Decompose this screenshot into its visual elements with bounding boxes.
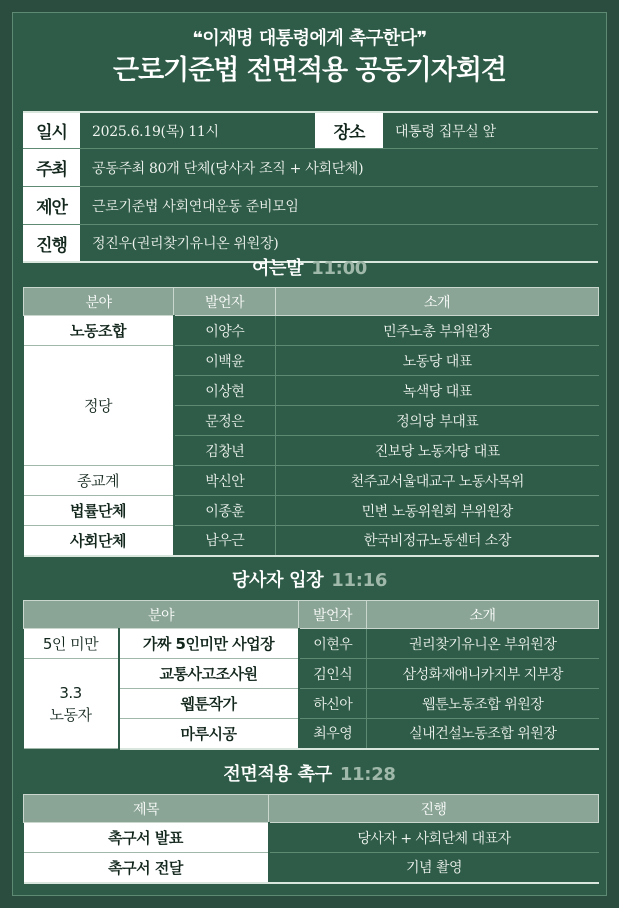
opening-section-title (13, 257, 606, 281)
by-cell: 기념 촬영 (269, 853, 599, 883)
opening-title: 여는말 (251, 258, 304, 279)
speaker-cell: 김인식 (299, 659, 367, 689)
field-cell: 교통사고조사원 (119, 659, 299, 689)
place-label: 장소 (315, 113, 383, 148)
column-header: 분야 (24, 601, 299, 629)
table-header-row (24, 601, 599, 629)
parties-section-title (13, 569, 606, 593)
intro-cell: 민변 노동위원회 부위원장 (276, 496, 599, 526)
column-header: 진행 (269, 795, 599, 823)
speaker-cell: 남우근 (174, 526, 276, 556)
header (13, 27, 606, 89)
table-row (24, 853, 599, 883)
speaker-cell: 최우영 (299, 719, 367, 749)
demand-table (23, 794, 599, 884)
table-header-row (24, 795, 599, 823)
proposal-value: 근로기준법 사회연대운동 준비모임 (92, 198, 299, 215)
intro-cell: 한국비정규노동센터 소장 (276, 526, 599, 556)
group-cell: 5인 미만 (24, 629, 119, 659)
info-table (23, 111, 598, 263)
intro-cell: 진보당 노동자당 대표 (276, 436, 599, 466)
speaker-cell: 박신안 (174, 466, 276, 496)
field-cell: 법률단체 (24, 496, 174, 526)
table-row (24, 659, 599, 689)
column-header: 제목 (24, 795, 269, 823)
speaker-cell: 이양수 (174, 316, 276, 346)
column-header: 발언자 (174, 288, 276, 316)
field-cell: 웹툰작가 (119, 689, 299, 719)
table-row (24, 526, 599, 556)
table-row (24, 629, 599, 659)
info-row-host (23, 149, 598, 187)
parties-time: 11:16 (331, 570, 388, 591)
item-cell: 촉구서 전달 (24, 853, 269, 883)
document-frame (12, 12, 607, 896)
datetime-label: 일시 (23, 113, 80, 148)
by-cell: 당사자 + 사회단체 대표자 (269, 823, 599, 853)
place-value: 대통령 집무실 앞 (395, 123, 496, 140)
column-header: 발언자 (299, 601, 367, 629)
table-header-row (24, 288, 599, 316)
intro-cell: 민주노총 부위원장 (276, 316, 599, 346)
demand-section-title (13, 763, 606, 787)
intro-cell: 천주교서울대교구 노동사목위 (276, 466, 599, 496)
speaker-cell: 하신아 (299, 689, 367, 719)
datetime-value: 2025.6.19(목) 11시 (92, 123, 219, 140)
opening-table (23, 287, 599, 557)
field-cell: 종교계 (24, 466, 174, 496)
intro-cell: 웹툰노동조합 위원장 (367, 689, 599, 719)
field-cell: 가짜 5인미만 사업장 (119, 629, 299, 659)
field-cell: 노동조합 (24, 316, 174, 346)
intro-cell: 권리찾기유니온 부위원장 (367, 629, 599, 659)
intro-cell: 삼성화재애니카지부 지부장 (367, 659, 599, 689)
table-row (24, 346, 599, 376)
table-row (24, 496, 599, 526)
item-cell: 촉구서 발표 (24, 823, 269, 853)
speaker-cell: 김창년 (174, 436, 276, 466)
table-row (24, 823, 599, 853)
info-row-proposal (23, 187, 598, 225)
speaker-cell: 이상현 (174, 376, 276, 406)
intro-cell: 정의당 부대표 (276, 406, 599, 436)
parties-title: 당사자 입장 (231, 570, 324, 591)
table-row (24, 466, 599, 496)
demand-title: 전면적용 촉구 (223, 764, 332, 785)
subtitle: ❝이재명 대통령에게 촉구한다❞ (192, 28, 427, 49)
field-cell: 사회단체 (24, 526, 174, 556)
proposal-label: 제안 (23, 187, 80, 224)
field-cell: 마루시공 (119, 719, 299, 749)
intro-cell: 녹색당 대표 (276, 376, 599, 406)
table-row (24, 316, 599, 346)
moderator-value: 정진우(권리찾기유니온 위원장) (92, 236, 279, 252)
host-label: 주최 (23, 149, 80, 186)
host-value: 공동주최 80개 단체(당사자 조직 + 사회단체) (92, 160, 364, 177)
column-header: 소개 (367, 601, 599, 629)
intro-cell: 실내건설노동조합 위원장 (367, 719, 599, 749)
speaker-cell: 이백윤 (174, 346, 276, 376)
opening-time: 11:00 (311, 258, 368, 279)
page-title: 근로기준법 전면적용 공동기자회견 (112, 55, 507, 86)
speaker-cell: 문정은 (174, 406, 276, 436)
demand-time: 11:28 (339, 764, 396, 785)
group-cell: 3.3 노동자 (24, 659, 119, 749)
intro-cell: 노동당 대표 (276, 346, 599, 376)
column-header: 분야 (24, 288, 174, 316)
column-header: 소개 (276, 288, 599, 316)
field-cell: 정당 (24, 346, 174, 466)
moderator-label: 진행 (23, 225, 80, 261)
info-row-datetime (23, 111, 598, 149)
speaker-cell: 이종훈 (174, 496, 276, 526)
speaker-cell: 이현우 (299, 629, 367, 659)
parties-table (23, 600, 599, 750)
